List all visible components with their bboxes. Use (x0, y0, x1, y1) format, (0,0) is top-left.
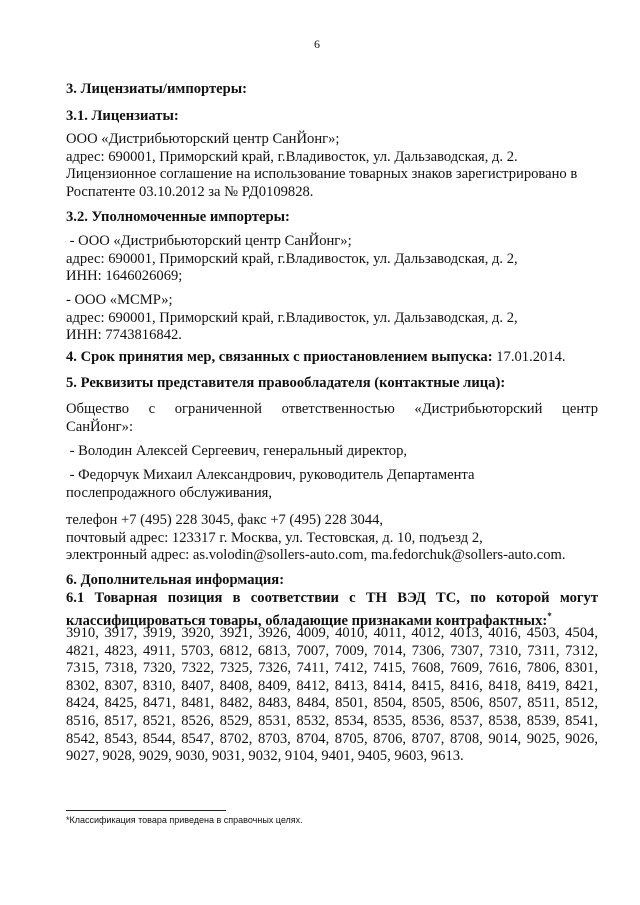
text-line: ООО «Дистрибьюторский центр СанЙонг»; (66, 131, 340, 147)
section-3-heading: 3. Лицензиаты/импортеры: (66, 81, 247, 97)
text-line: Лицензионное соглашение на использование товарных знаков зарегистрировано в (66, 166, 578, 183)
section-6-heading: 6. Дополнительная информация: (66, 572, 285, 588)
codes-line: 4821, 4823, 4911, 5703, 6812, 6813, 7007, 7009, 7014, 7306, 7307, 7310, 7311, 7312, (66, 642, 598, 659)
codes-line: 8542, 8543, 8544, 8547, 8702, 8703, 8704, 8705, 8706, 8707, 8708, 9014, 9025, 9026, (66, 730, 598, 747)
contact-details (66, 512, 598, 565)
text-line: 6.1 Товарная позиция в соответствии с ТН ВЭД ТС, по которой могут (66, 590, 598, 606)
suspension-date: 17.01.2014. (492, 349, 566, 365)
text-line: адрес: 690001, Приморский край, г.Владивосток, ул. Дальзаводская, д. 2. (66, 148, 518, 165)
text-line: ИНН: 7743816842. (66, 327, 182, 344)
organization (66, 401, 598, 436)
email-addresses: электронный адрес: as.volodin@sollers-auto.com, ma.fedorchuk@sollers-auto.com. (66, 547, 566, 564)
text-line: ИНН: 1646026069; (66, 268, 183, 285)
section-3-2-heading: 3.2. Уполномоченные импортеры: (66, 209, 290, 225)
contact-1: - Володин Алексей Сергеевич, генеральный директор, (66, 443, 408, 459)
section-4-heading: 4. Срок принятия мер, связанных с приостановлением выпуска: (66, 349, 493, 365)
section-5-heading: 5. Реквизиты представителя правообладателя (контактные лица): (66, 375, 506, 391)
section-3-1-heading: 3.1. Лицензиаты: (66, 108, 179, 124)
importer-2 (66, 292, 598, 345)
text-line: - ООО «МСМР»; (66, 292, 173, 308)
text-line: - Федорчук Михаил Александрович, руководитель Департамента (66, 467, 475, 483)
licensee-block (66, 131, 598, 201)
phone-fax: телефон +7 (495) 228 3045, факс +7 (495) 228 3044, (66, 512, 384, 528)
text-line: Роспатенте 03.10.2012 за № РД0109828. (66, 183, 314, 200)
codes-line: 8424, 8425, 8471, 8481, 8482, 8483, 8484, 8501, 8504, 8505, 8506, 8507, 8511, 8512, (66, 695, 598, 712)
text-line: адрес: 690001, Приморский край, г.Владивосток, ул. Дальзаводская, д. 2, (66, 250, 518, 267)
page-number: 6 (314, 37, 320, 51)
text-line: Общество с ограниченной ответственностью «Дистрибьюторский центр (66, 401, 598, 417)
text-line: - ООО «Дистрибьюторский центр СанЙонг»; (66, 233, 352, 249)
text-line: классифицироваться товары, обладающие признаками контрафактных: (66, 612, 548, 629)
contact-2 (66, 467, 598, 502)
hs-codes (66, 625, 598, 766)
codes-line: 7315, 7318, 7320, 7322, 7325, 7326, 7411, 7412, 7415, 7608, 7609, 7616, 7806, 8301, (66, 660, 598, 677)
codes-line: 8302, 8307, 8310, 8407, 8408, 8409, 8412, 8413, 8414, 8415, 8416, 8418, 8419, 8421, (66, 677, 598, 694)
codes-line: 3910, 3917, 3919, 3920, 3921, 3926, 4009, 4010, 4011, 4012, 4013, 4016, 4503, 4504, (66, 625, 598, 641)
codes-line: 9027, 9028, 9029, 9030, 9031, 9032, 9104, 9401, 9405, 9603, 9613. (66, 748, 464, 765)
text-line: СанЙонг»: (66, 418, 134, 435)
text-line: адрес: 690001, Приморский край, г.Владивосток, ул. Дальзаводская, д. 2, (66, 309, 518, 326)
footnote-mark: * (547, 610, 552, 621)
codes-line: 8516, 8517, 8521, 8526, 8529, 8531, 8532, 8534, 8535, 8536, 8537, 8538, 8539, 8541, (66, 712, 598, 729)
postal-address: почтовый адрес: 123317 г. Москва, ул. Тестовская, д. 10, подъезд 2, (66, 529, 483, 546)
importer-1 (66, 233, 598, 286)
footnote: *Классификация товара приведена в справочных целях. (66, 815, 303, 825)
footnote-divider (66, 810, 226, 811)
text-line: послепродажного обслуживания, (66, 484, 272, 501)
section-4 (66, 349, 598, 367)
